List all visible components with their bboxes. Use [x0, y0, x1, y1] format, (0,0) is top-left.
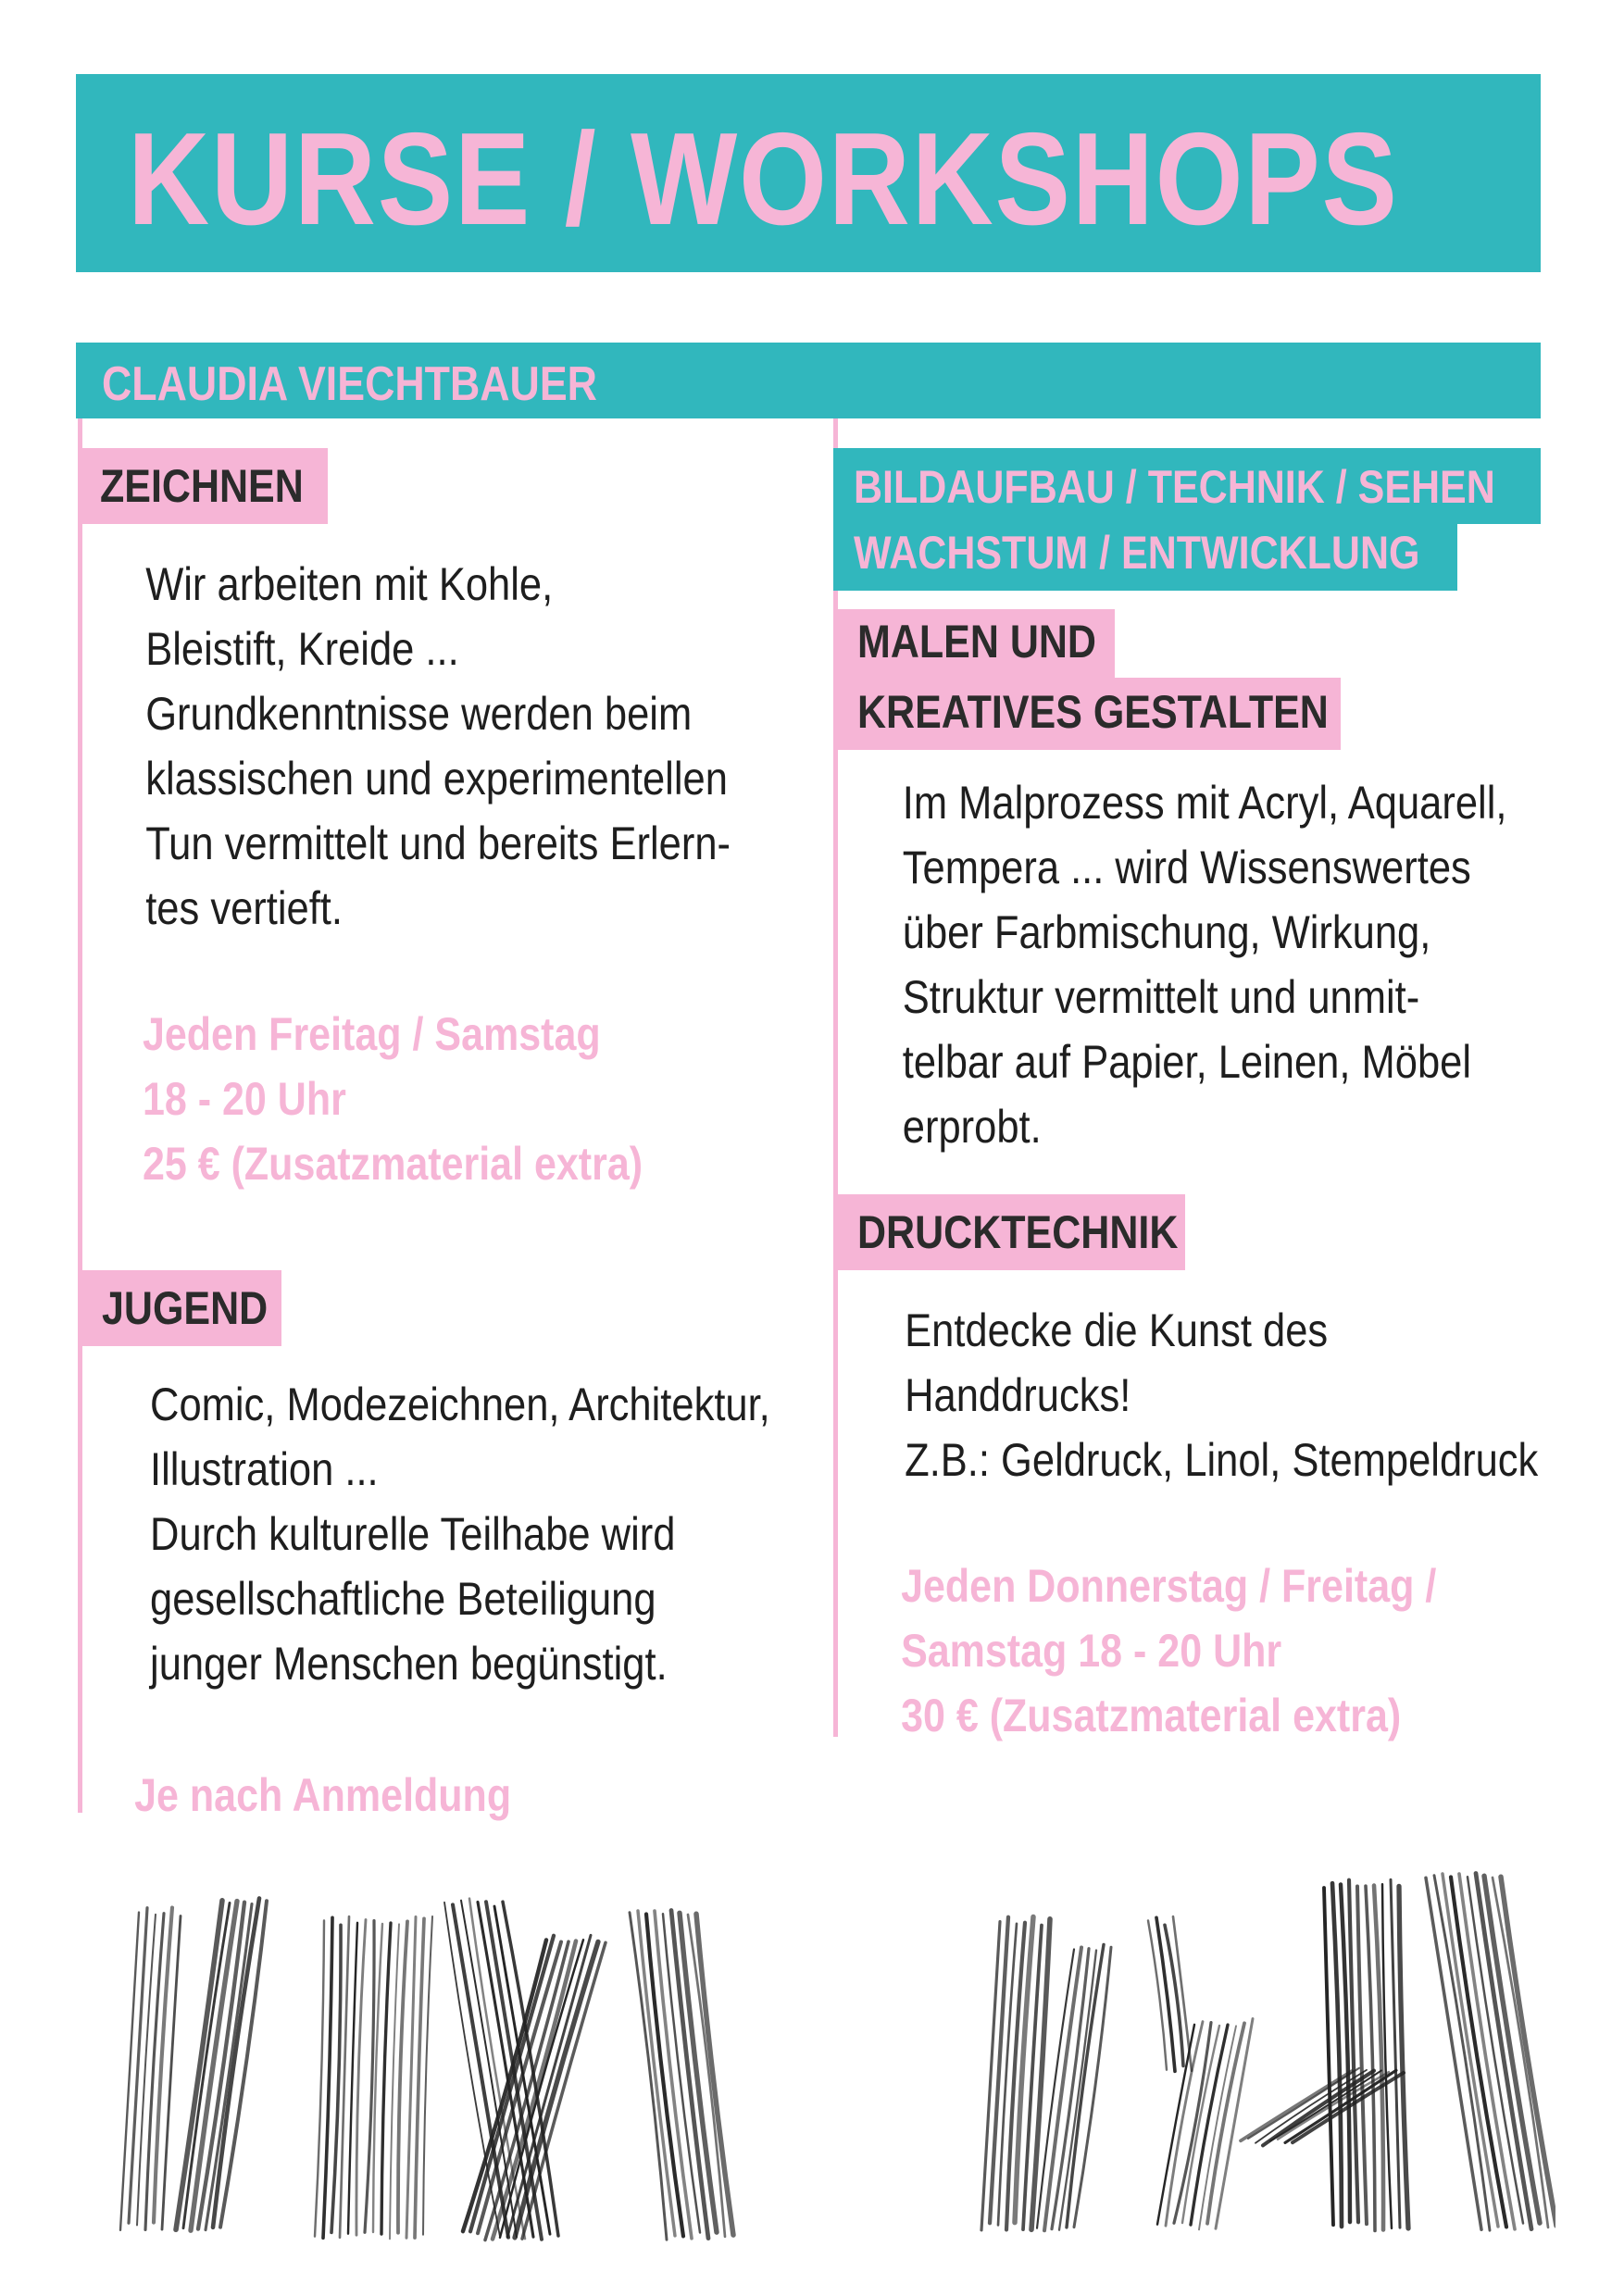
hatch-stroke [1015, 1917, 1033, 2223]
text-line: über Farbmischung, Wirkung, [902, 906, 1431, 958]
druck-schedule [901, 1554, 1436, 1748]
hatch-stroke [1324, 1888, 1333, 2225]
price-line: 25 € (Zusatzmaterial extra) [142, 1138, 643, 1190]
malen-label-2: KREATIVES GESTALTEN [857, 686, 1329, 738]
jugend-schedule [134, 1763, 511, 1828]
text-line: Tun vermittelt und bereits Erlern- [145, 817, 731, 869]
price-line: 30 € (Zusatzmaterial extra) [901, 1690, 1402, 1741]
hatch-stroke [1332, 1883, 1342, 2227]
text-line: klassischen und experimentellen [145, 753, 728, 805]
hatch-stroke [1241, 2071, 1352, 2140]
text-line: Tempera ... wird Wissenswertes [902, 842, 1471, 893]
text-line: tes vertieft. [145, 882, 343, 934]
hatch-stroke [1366, 1886, 1375, 2230]
text-line: Handdrucks! [905, 1369, 1131, 1421]
schedule-line: Jeden Donnerstag / Freitag / [901, 1560, 1437, 1612]
hatch-stroke [1399, 1886, 1408, 2228]
schedule-line: Samstag 18 - 20 Uhr [901, 1625, 1282, 1677]
hatch-stroke [1357, 1887, 1367, 2225]
zeichnen-label: ZEICHNEN [100, 460, 304, 512]
hatch-stroke [1148, 1921, 1167, 2070]
text-line: erprobt. [902, 1101, 1042, 1153]
hatch-stroke [1451, 1877, 1506, 2227]
hatch-stroke [398, 1921, 407, 2232]
druck-description [905, 1298, 1538, 1492]
left-column-line [78, 418, 82, 1813]
zeichnen-schedule [143, 1002, 643, 1196]
topic-1: BILDAUFBAU / TECHNIK / SEHEN [854, 461, 1495, 513]
hatch-stroke [1157, 2025, 1194, 2225]
text-line: telbar auf Papier, Leinen, Möbel [902, 1036, 1472, 1088]
hatch-stroke [1426, 1878, 1481, 2229]
zeichnen-description [145, 552, 731, 941]
schedule-line: 18 - 20 Uhr [142, 1073, 346, 1125]
hatch-stroke [1059, 1951, 1096, 2230]
text-line: Struktur vermittelt und unmit- [902, 971, 1420, 1023]
text-line: Z.B.: Geldruck, Linol, Stempeldruck [905, 1434, 1539, 1486]
text-line: Im Malprozess mit Acryl, Aquarell, [902, 777, 1507, 829]
hatch-stroke [1434, 1876, 1490, 2230]
hatch-stroke [162, 1916, 181, 2230]
jugend-description [150, 1372, 770, 1696]
hatched-drawing-left [111, 1879, 759, 2250]
schedule-line: Je nach Anmeldung [134, 1769, 512, 1821]
malen-label-1: MALEN UND [857, 616, 1096, 668]
text-line: Comic, Modezeichnen, Architektur, [150, 1379, 770, 1430]
jugend-label: JUGEND [102, 1282, 269, 1334]
hatch-stroke [154, 1908, 172, 2223]
text-line: Illustration ... [150, 1443, 379, 1495]
page-title: KURSE / WORKSHOPS [128, 106, 1399, 253]
text-line: Wir arbeiten mit Kohle, [145, 558, 554, 610]
text-line: Grundkenntnisse werden beim [145, 688, 693, 740]
text-line: junger Menschen begünstigt. [150, 1638, 668, 1690]
text-line: gesellschaftliche Beteiligung [150, 1573, 656, 1625]
hatch-stroke [1044, 1948, 1081, 2231]
hatch-stroke [356, 1920, 366, 2236]
instructor-name: CLAUDIA VIECHTBAUER [102, 357, 597, 411]
text-line: Bleistift, Kreide ... [145, 623, 459, 675]
topic-2: WACHSTUM / ENTWICKLUNG [854, 527, 1420, 579]
text-line: Durch kulturelle Teilhabe wird [150, 1508, 676, 1560]
hatched-drawing-right [963, 1861, 1555, 2250]
text-line: Entdecke die Kunst des [905, 1304, 1329, 1356]
hatch-stroke [381, 1923, 391, 2234]
hatch-stroke [1199, 2026, 1236, 2229]
hatch-stroke [1166, 2022, 1203, 2227]
druck-label: DRUCKTECHNIK [857, 1206, 1179, 1258]
hatch-stroke [423, 1916, 432, 2235]
schedule-line: Jeden Freitag / Samstag [142, 1008, 601, 1060]
hatch-stroke [213, 1898, 259, 2227]
malen-description [903, 770, 1507, 1159]
hatch-stroke [315, 1921, 324, 2237]
